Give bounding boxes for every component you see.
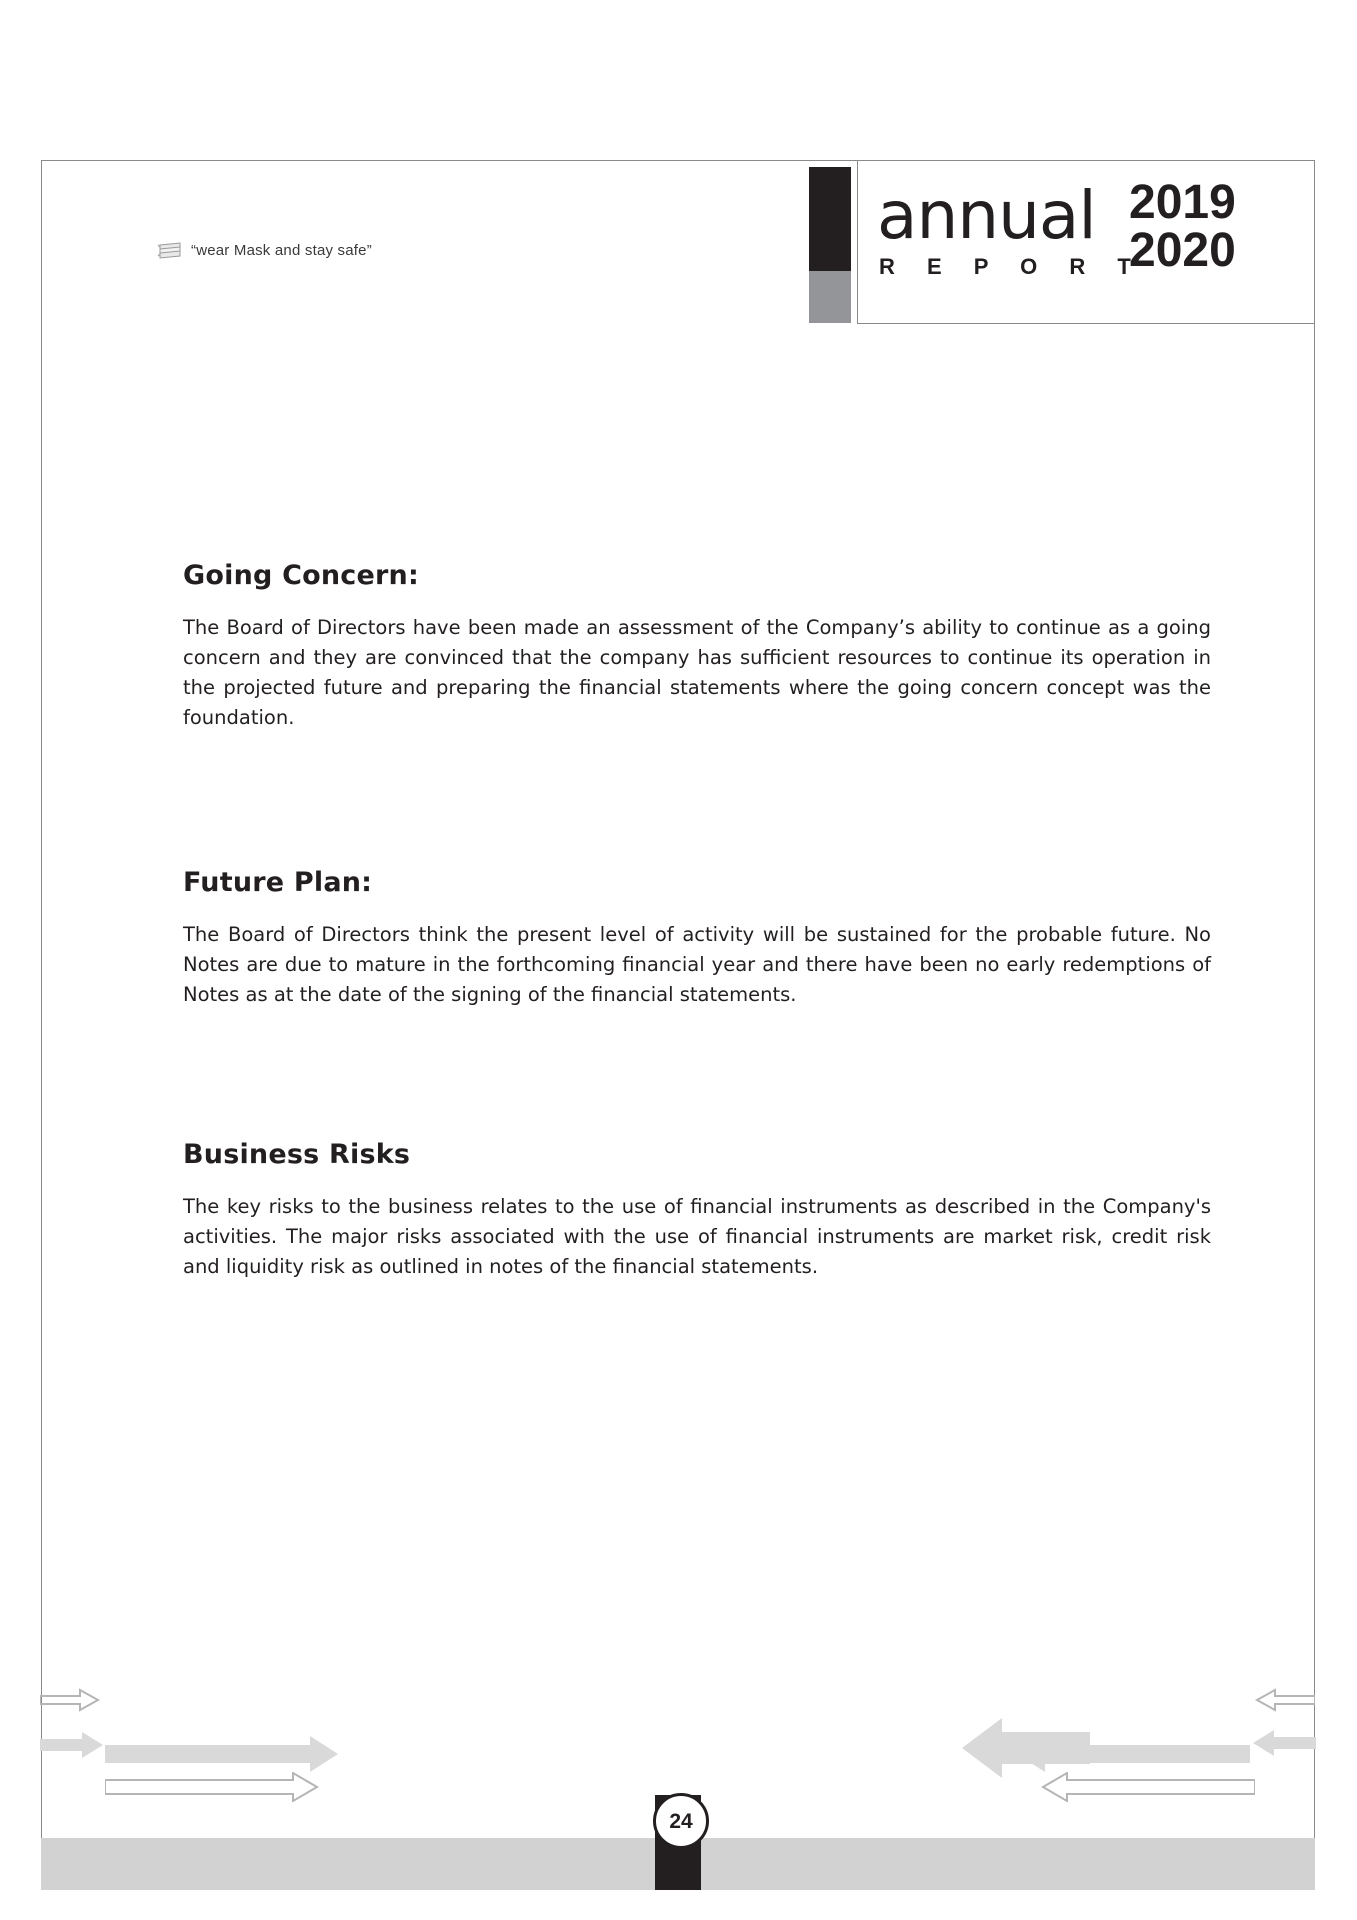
section-future-plan [183,867,1213,1010]
section-heading: Going Concern: [183,560,419,591]
arrow-right-outline-icon [40,1687,100,1713]
arrow-left-outline-icon [1250,1687,1315,1713]
logo-title: annual [877,177,1096,254]
arrow-left-block-icon [960,1718,1090,1778]
page-content [183,560,1213,1282]
face-mask-icon [157,239,183,261]
logo-gray-bar [809,271,851,323]
section-heading: Business Risks [183,1139,411,1170]
mask-advisory-text: “wear Mask and stay safe” [191,241,372,259]
arrow-left-filled-icon [1248,1728,1316,1758]
section-going-concern [183,560,1213,733]
section-body: The Board of Directors have been made an assessment of the Company’s ability to continue as a going concern and they are convinced that the company has sufficient resources to continue its operation in the projected future and preparing the financial statements where the going concern concept was the foundation. [183,616,1211,729]
section-body: The key risks to the business relates to the use of financial instruments as described in the Company's activities. The major risks associated with the use of financial instruments are market risk, credit risk and liquidity risk as outlined in notes of the financial statements. [183,1195,1211,1278]
arrow-right-filled-icon [40,1730,105,1760]
page-number-text: 24 [669,1809,693,1833]
page-number-badge [653,1793,709,1849]
section-heading: Future Plan: [183,867,373,898]
mask-advisory [157,239,372,261]
section-business-risks [183,1139,1213,1282]
section-spacer [183,733,1213,867]
logo-black-bar [809,167,851,272]
section-spacer [183,1010,1213,1139]
logo-year-to: 2020 [1129,224,1236,277]
logo-years [1129,176,1236,277]
logo-vertical-rule [857,161,858,323]
logo-year-from: 2019 [1129,176,1236,229]
arrow-right-outline-long-icon [105,1772,320,1802]
annual-report-logo [774,161,1314,336]
logo-subtitle: R E P O R T [879,254,1144,279]
arrow-right-filled-long-icon [105,1735,340,1773]
page-header [42,161,1314,336]
logo-horizontal-rule [857,323,1314,324]
section-body: The Board of Directors think the present level of activity will be sustained for the probable future. No Notes are due to mature in the forthcoming financial year and there have been no early redemptions of Notes as at the date of the signing of the financial statements. [183,923,1211,1006]
